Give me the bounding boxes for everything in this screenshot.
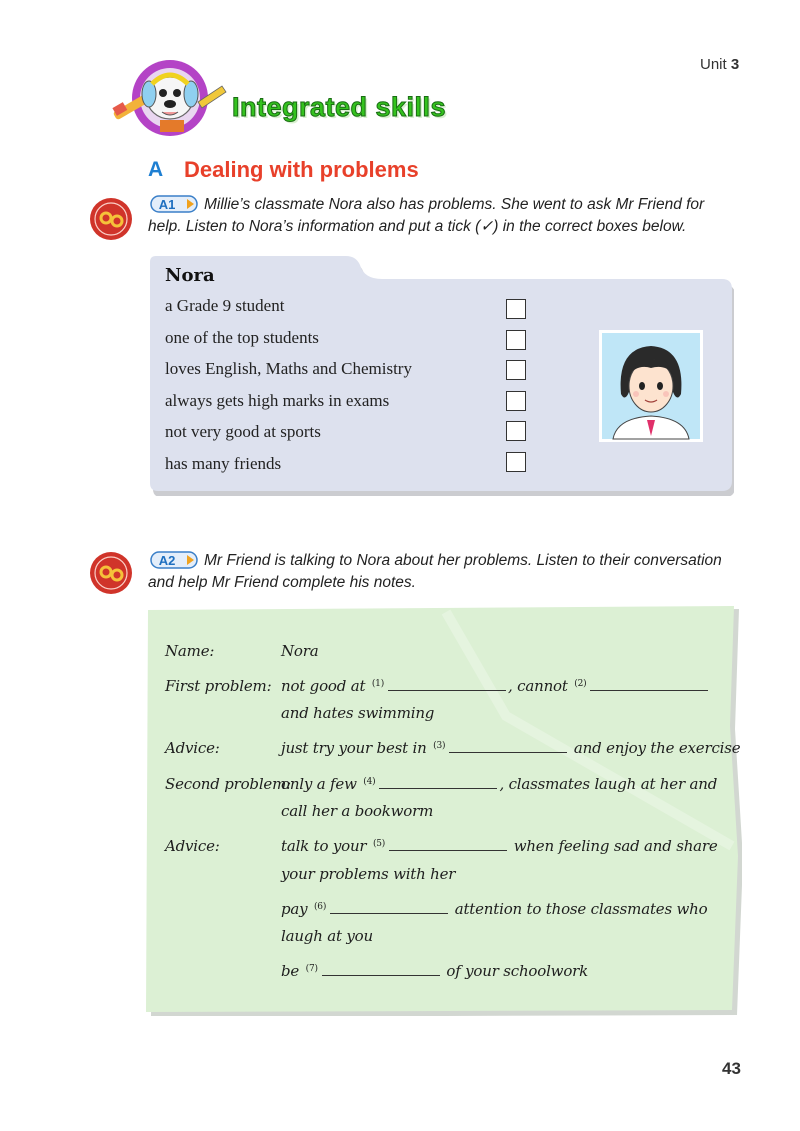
audio-cd-icon[interactable]: [88, 196, 134, 242]
a1-instruction-line2: help. Listen to Nora’s information and put a tick (✓) in the correct boxes below.: [148, 218, 687, 235]
blank-number: (6): [314, 902, 327, 912]
blank-number: (5): [372, 839, 386, 849]
second-problem-line: only a few $^{(4)}$ , classmates laugh at her and: [281, 775, 718, 793]
advice4-line: be $^{(7)}$ of your schoolwork: [281, 962, 589, 980]
answer-blank[interactable]: [449, 740, 567, 753]
answer-blank[interactable]: [322, 963, 440, 976]
blank-number: (3): [433, 741, 446, 751]
a2-instruction-line2: and help Mr Friend complete his notes.: [148, 574, 416, 591]
advice2-line2: your problems with her: [281, 865, 456, 883]
advice3-line2: laugh at you: [281, 927, 373, 945]
tick-box[interactable]: [506, 299, 526, 319]
a2-badge: [150, 551, 198, 569]
nora-info-list: [165, 296, 412, 485]
advice-label: Advice:: [165, 739, 220, 757]
blank-number: (7): [305, 964, 318, 974]
notes-paper: [146, 606, 742, 1016]
info-item: loves English, Maths and Chemistry: [165, 359, 412, 378]
tick-box[interactable]: [506, 330, 526, 350]
answer-blank[interactable]: [389, 838, 507, 851]
answer-blank[interactable]: [379, 776, 497, 789]
blank-number: (1): [371, 679, 385, 689]
a2-badge-text: A2: [158, 553, 176, 568]
advice3-line: pay $^{(6)}$ attention to those classmates who: [281, 900, 708, 918]
tick-box-column: [506, 299, 526, 482]
advice-line: just try your best in $^{(3)}$ and enjoy the exercise: [281, 739, 741, 757]
advice2-label: Advice:: [165, 837, 220, 855]
nora-portrait-icon: [599, 330, 703, 442]
unit-label: Unit 3: [700, 56, 740, 73]
tick-box[interactable]: [506, 421, 526, 441]
mascot-dog-icon: [112, 58, 228, 138]
first-problem-label: First problem:: [165, 677, 272, 695]
name-value: Nora: [281, 642, 319, 660]
info-item: not very good at sports: [165, 422, 321, 441]
unit-number: 3: [730, 56, 740, 73]
blank-number: (4): [363, 777, 376, 787]
info-item: always gets high marks in exams: [165, 390, 390, 410]
advice2-line: talk to your $^{(5)}$ when feeling sad and share: [281, 837, 718, 855]
a1-instruction-line1: Millie’s classmate Nora also has problems. She went to ask Mr Friend for: [204, 196, 705, 213]
name-label: Name:: [165, 642, 215, 660]
a2-instruction-line1: Mr Friend is talking to Nora about her problems. Listen to their conversation: [204, 552, 722, 569]
audio-cd-icon[interactable]: [88, 550, 134, 596]
first-problem-line2: and hates swimming: [281, 704, 435, 722]
tick-box[interactable]: [506, 452, 526, 472]
second-problem-line2: call her a bookworm: [281, 802, 434, 820]
blank-number: (2): [574, 679, 587, 689]
info-item: a Grade 9 student: [165, 296, 285, 315]
section-letter: A: [148, 158, 164, 181]
answer-blank[interactable]: [590, 678, 708, 691]
first-problem-line: not good at $^{(1)}$ , cannot $^{(2)}$: [281, 677, 710, 695]
nora-card-title: Nora: [165, 265, 215, 286]
answer-blank[interactable]: [388, 678, 506, 691]
tick-box[interactable]: [506, 391, 526, 411]
info-item: has many friends: [165, 453, 282, 473]
a1-badge-text: A1: [158, 197, 176, 212]
page-number: 43: [722, 1059, 741, 1078]
banner-title: Integrated skills: [232, 92, 447, 122]
section-title: Dealing with problems: [184, 157, 419, 182]
answer-blank[interactable]: [330, 901, 448, 914]
tick-box[interactable]: [506, 360, 526, 380]
second-problem-label: Second problem:: [165, 775, 291, 793]
info-item: one of the top students: [165, 327, 319, 347]
a1-badge: [150, 195, 198, 213]
